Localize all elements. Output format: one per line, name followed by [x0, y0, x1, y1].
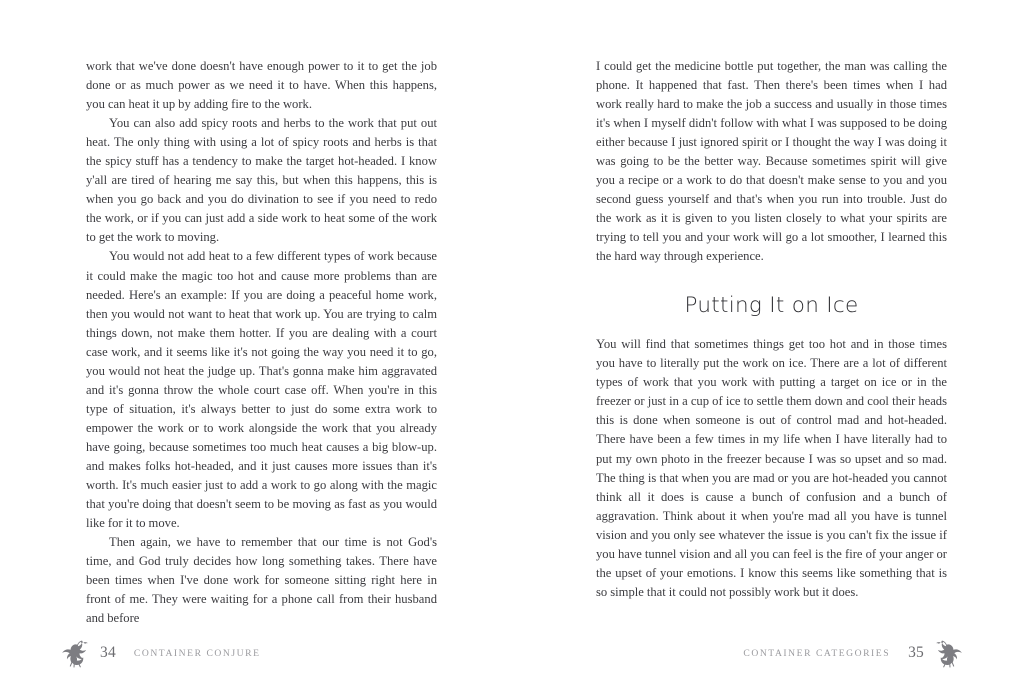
left-page-column	[86, 57, 437, 628]
page-number: 35	[908, 644, 924, 661]
rooster-ornament-icon	[57, 636, 91, 670]
right-page-column	[596, 57, 947, 602]
paragraph: work that we've done doesn't have enough power to it to get the job done or as much power as we need it to have. When this happens, you can heat it up by adding fire to the work.	[86, 59, 437, 112]
paragraph: You would not add heat to a few different types of work because it could make the magic too hot and cause more problems than are needed. Here's an example: If you are doing a peaceful home work, then you would not want to heat that work up. You are trying to calm things down, not make them hotter. If you are dealing with a court case work, and it seems like it's not going the way you need it to go, you would not heat the judge up. That's gonna make him aggravated and it's gonna throw the whole court case off. When you're in this type of situation, it's always better to just do some extra work to empower the work or to work alongside the work that you already have going, because sometimes too much heat causes a big blow-up. and makes folks hot-headed, and it just causes more issues than it's worth. It's much easier just to add a work to go along with the magic that you're doing that doesn't seem to be moving as fast as you would like for it to move.	[86, 249, 437, 531]
paragraph: Then again, we have to remember that our time is not God's time, and God truly decides how long something takes. There have been times when I've done work for someone sitting right here in front of me. They were waiting for a phone call from their husband and before	[86, 535, 437, 626]
left-page-footer	[57, 623, 261, 683]
rooster-ornament-icon	[933, 636, 967, 670]
text-columns	[0, 57, 1024, 626]
paragraph: You can also add spicy roots and herbs to the work that put out heat. The only thing with using a lot of spicy roots and herbs is that the spicy stuff has a tendency to make the target hot-headed. I know y'all are tired of hearing me say this, but when this happens, this is when you go back and you do divination to see if you need to redo the work, or if you can just add a side work to heat some of the work to get the work to moving.	[86, 116, 437, 245]
page-number: 34	[100, 644, 116, 661]
section-heading: Putting It on Ice	[684, 292, 859, 318]
paragraph: I could get the medicine bottle put together, the man was calling the phone. It happened that fast. Then there's been times when I had work really hard to make the job a success and usually in those times it's when I myself didn't follow with what I was supposed to be doing either because I just ignored spirit or I thought the way I was doing it was going to be the better way. Because sometimes spirit will give you a recipe or a work to do that doesn't make sense to you and you second guess yourself and that's when you run into trouble. Just do the work as it is given to you listen closely to what your spirits are trying to tell you and your work will go a lot smoother, I learned this the hard way through experience.	[596, 59, 947, 264]
running-head: CONTAINER CATEGORIES	[743, 647, 891, 659]
right-page-footer	[743, 623, 967, 683]
running-head: CONTAINER CONJURE	[133, 647, 261, 659]
paragraph: You will find that sometimes things get too hot and in those times you have to literally put the work on ice. There are a lot of different types of work that you work with putting a target on ice or in the freezer or just in a cup of ice to settle them down and cool their heads this is done when someone is out of control mad and hot-headed. There have been a few times in my life when I have literally had to put my own photo in the freezer because I was so upset and so mad. The thing is that when you are mad or you are hot-headed you cannot think all it does is cause a bunch of confusion and a bunch of aggravation. Think about it when you're mad all you have is tunnel vision and you only see whatever the issue is you can't fix the issue if you have tunnel vision and all you can feel is the fire of your anger or the upset of your emotions. I know this seems like something that is so simple that it could not possibly work but it does.	[596, 337, 947, 599]
